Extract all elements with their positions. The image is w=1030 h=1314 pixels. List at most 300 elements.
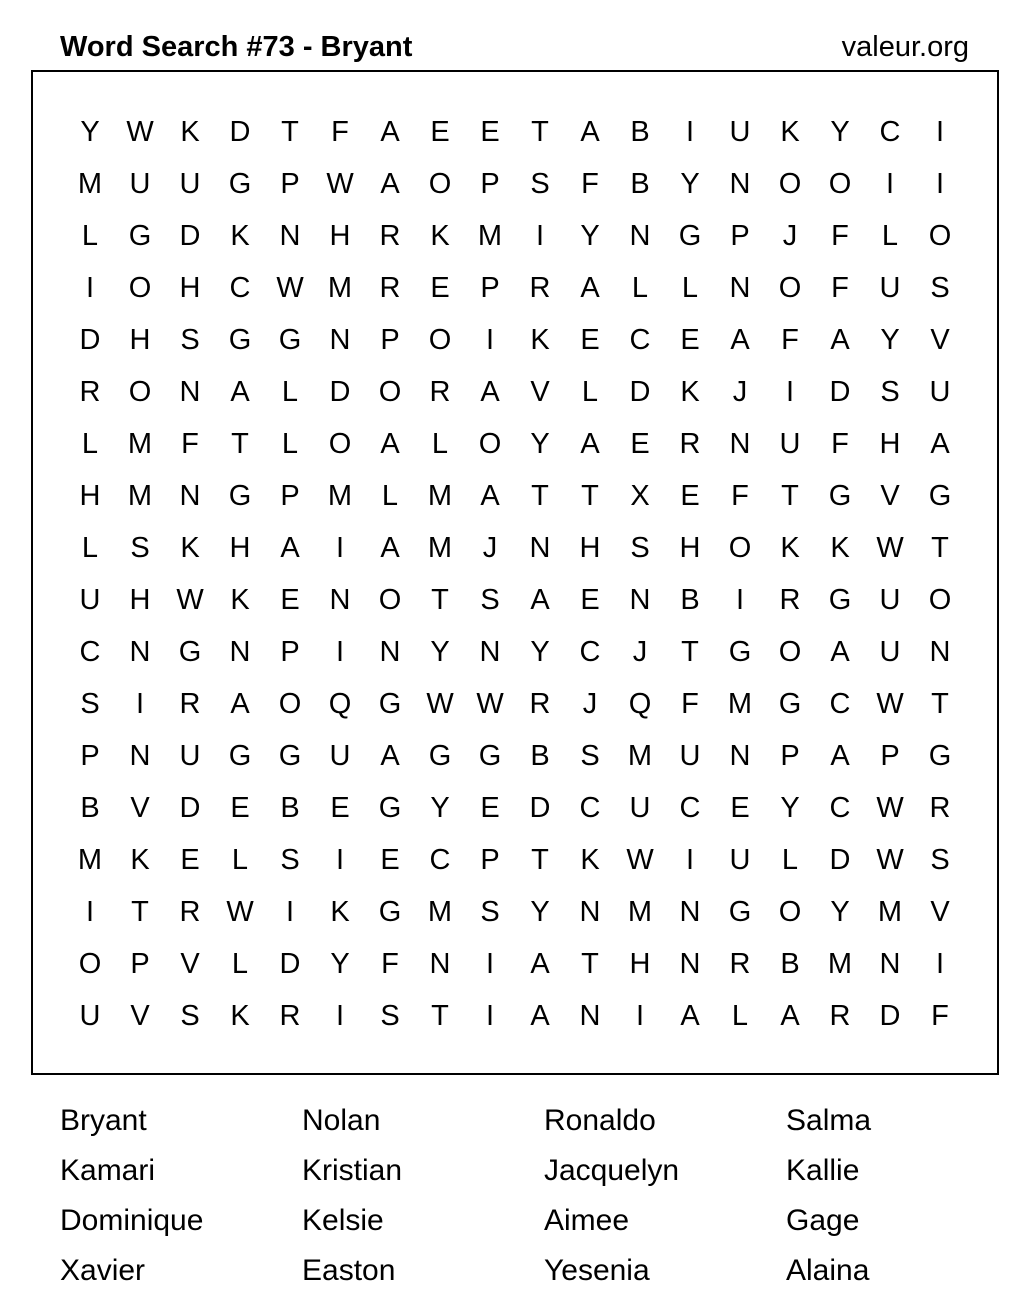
grid-letter[interactable]: L bbox=[431, 428, 449, 460]
grid-letter[interactable]: H bbox=[229, 532, 251, 564]
grid-letter[interactable]: Y bbox=[430, 792, 450, 824]
grid-letter[interactable]: N bbox=[279, 220, 301, 252]
grid-letter[interactable]: F bbox=[931, 1000, 949, 1032]
grid-letter[interactable]: U bbox=[729, 116, 751, 148]
grid-letter[interactable]: O bbox=[778, 896, 802, 928]
grid-letter[interactable]: Y bbox=[530, 636, 550, 668]
grid-letter[interactable]: G bbox=[228, 740, 252, 772]
grid-letter[interactable]: W bbox=[426, 688, 454, 720]
grid-letter[interactable]: G bbox=[728, 636, 752, 668]
grid-letter[interactable]: E bbox=[580, 324, 600, 356]
grid-letter[interactable]: N bbox=[129, 636, 151, 668]
grid-letter[interactable]: O bbox=[278, 688, 302, 720]
grid-letter[interactable]: C bbox=[829, 792, 851, 824]
grid-letter[interactable]: I bbox=[85, 896, 95, 928]
grid-letter[interactable]: U bbox=[929, 376, 951, 408]
grid-letter[interactable]: S bbox=[930, 272, 950, 304]
grid-letter[interactable]: W bbox=[326, 168, 354, 200]
grid-letter[interactable]: U bbox=[79, 1000, 101, 1032]
grid-letter[interactable]: E bbox=[430, 272, 450, 304]
grid-letter[interactable]: Q bbox=[628, 688, 652, 720]
grid-letter[interactable]: U bbox=[779, 428, 801, 460]
grid-letter[interactable]: R bbox=[179, 688, 201, 720]
grid-letter[interactable]: O bbox=[778, 168, 802, 200]
grid-letter[interactable]: S bbox=[180, 324, 200, 356]
grid-letter[interactable]: L bbox=[231, 844, 249, 876]
grid-letter[interactable]: S bbox=[80, 688, 100, 720]
grid-letter[interactable]: L bbox=[81, 428, 99, 460]
grid-letter[interactable]: J bbox=[632, 636, 648, 668]
grid-letter[interactable]: T bbox=[681, 636, 699, 668]
grid-letter[interactable]: T bbox=[531, 844, 549, 876]
grid-letter[interactable]: U bbox=[879, 584, 901, 616]
grid-letter[interactable]: M bbox=[477, 220, 503, 252]
grid-letter[interactable]: A bbox=[580, 116, 600, 148]
grid-letter[interactable]: T bbox=[581, 948, 599, 980]
grid-letter[interactable]: M bbox=[727, 688, 753, 720]
grid-letter[interactable]: B bbox=[280, 792, 300, 824]
grid-letter[interactable]: R bbox=[79, 376, 101, 408]
grid-letter[interactable]: E bbox=[380, 844, 400, 876]
grid-letter[interactable]: S bbox=[580, 740, 600, 772]
grid-letter[interactable]: X bbox=[630, 480, 650, 512]
grid-letter[interactable]: O bbox=[778, 272, 802, 304]
grid-letter[interactable]: G bbox=[678, 220, 702, 252]
grid-letter[interactable]: A bbox=[580, 428, 600, 460]
grid-letter[interactable]: P bbox=[130, 948, 150, 980]
grid-letter[interactable]: V bbox=[930, 896, 950, 928]
grid-letter[interactable]: W bbox=[476, 688, 504, 720]
grid-letter[interactable]: G bbox=[478, 740, 502, 772]
grid-letter[interactable]: N bbox=[629, 220, 651, 252]
grid-letter[interactable]: L bbox=[881, 220, 899, 252]
grid-letter[interactable]: I bbox=[285, 896, 295, 928]
grid-letter[interactable]: R bbox=[179, 896, 201, 928]
grid-letter[interactable]: N bbox=[329, 584, 351, 616]
grid-letter[interactable]: L bbox=[281, 428, 299, 460]
grid-letter[interactable]: A bbox=[480, 480, 500, 512]
grid-letter[interactable]: D bbox=[629, 376, 651, 408]
grid-letter[interactable]: T bbox=[781, 480, 799, 512]
grid-letter[interactable]: U bbox=[879, 272, 901, 304]
grid-letter[interactable]: B bbox=[630, 168, 650, 200]
grid-letter[interactable]: I bbox=[635, 1000, 645, 1032]
grid-letter[interactable]: K bbox=[180, 116, 200, 148]
grid-letter[interactable]: W bbox=[226, 896, 254, 928]
grid-letter[interactable]: E bbox=[430, 116, 450, 148]
grid-letter[interactable]: O bbox=[378, 584, 402, 616]
grid-letter[interactable]: O bbox=[128, 376, 152, 408]
grid-letter[interactable]: I bbox=[685, 844, 695, 876]
grid-letter[interactable]: W bbox=[876, 532, 904, 564]
grid-letter[interactable]: P bbox=[880, 740, 900, 772]
grid-letter[interactable]: W bbox=[276, 272, 304, 304]
grid-letter[interactable]: D bbox=[829, 376, 851, 408]
grid-letter[interactable]: H bbox=[129, 584, 151, 616]
grid-letter[interactable]: N bbox=[629, 584, 651, 616]
grid-letter[interactable]: O bbox=[828, 168, 852, 200]
grid-letter[interactable]: R bbox=[529, 688, 551, 720]
grid-letter[interactable]: E bbox=[280, 584, 300, 616]
grid-letter[interactable]: V bbox=[880, 480, 900, 512]
grid-letter[interactable]: A bbox=[680, 1000, 700, 1032]
grid-letter[interactable]: N bbox=[579, 896, 601, 928]
grid-letter[interactable]: A bbox=[380, 116, 400, 148]
grid-letter[interactable]: R bbox=[379, 272, 401, 304]
grid-letter[interactable]: S bbox=[180, 1000, 200, 1032]
grid-letter[interactable]: I bbox=[485, 324, 495, 356]
grid-letter[interactable]: Q bbox=[328, 688, 352, 720]
grid-letter[interactable]: L bbox=[381, 480, 399, 512]
grid-letter[interactable]: A bbox=[280, 532, 300, 564]
grid-letter[interactable]: M bbox=[327, 480, 353, 512]
grid-letter[interactable]: R bbox=[729, 948, 751, 980]
grid-letter[interactable]: L bbox=[81, 532, 99, 564]
grid-letter[interactable]: N bbox=[729, 272, 751, 304]
grid-letter[interactable]: S bbox=[930, 844, 950, 876]
grid-letter[interactable]: S bbox=[480, 584, 500, 616]
grid-letter[interactable]: F bbox=[731, 480, 749, 512]
grid-letter[interactable]: N bbox=[329, 324, 351, 356]
grid-letter[interactable]: A bbox=[230, 688, 250, 720]
grid-letter[interactable]: P bbox=[480, 844, 500, 876]
grid-letter[interactable]: B bbox=[530, 740, 550, 772]
grid-letter[interactable]: R bbox=[779, 584, 801, 616]
grid-letter[interactable]: A bbox=[530, 948, 550, 980]
grid-letter[interactable]: W bbox=[626, 844, 654, 876]
grid-letter[interactable]: O bbox=[928, 220, 952, 252]
grid-letter[interactable]: O bbox=[128, 272, 152, 304]
grid-letter[interactable]: L bbox=[281, 376, 299, 408]
grid-letter[interactable]: I bbox=[935, 948, 945, 980]
grid-letter[interactable]: O bbox=[428, 324, 452, 356]
grid-letter[interactable]: I bbox=[485, 1000, 495, 1032]
grid-letter[interactable]: I bbox=[335, 532, 345, 564]
grid-letter[interactable]: M bbox=[327, 272, 353, 304]
grid-letter[interactable]: E bbox=[680, 480, 700, 512]
grid-letter[interactable]: Y bbox=[580, 220, 600, 252]
grid-letter[interactable]: K bbox=[680, 376, 700, 408]
grid-letter[interactable]: D bbox=[529, 792, 551, 824]
grid-letter[interactable]: N bbox=[879, 948, 901, 980]
grid-letter[interactable]: B bbox=[780, 948, 800, 980]
grid-letter[interactable]: I bbox=[335, 1000, 345, 1032]
grid-letter[interactable]: K bbox=[430, 220, 450, 252]
grid-letter[interactable]: G bbox=[728, 896, 752, 928]
grid-letter[interactable]: E bbox=[580, 584, 600, 616]
grid-letter[interactable]: Y bbox=[80, 116, 100, 148]
grid-letter[interactable]: N bbox=[179, 376, 201, 408]
grid-letter[interactable]: L bbox=[81, 220, 99, 252]
grid-letter[interactable]: G bbox=[128, 220, 152, 252]
grid-letter[interactable]: U bbox=[729, 844, 751, 876]
grid-letter[interactable]: D bbox=[279, 948, 301, 980]
grid-letter[interactable]: A bbox=[730, 324, 750, 356]
grid-letter[interactable]: S bbox=[280, 844, 300, 876]
grid-letter[interactable]: K bbox=[780, 116, 800, 148]
grid-letter[interactable]: F bbox=[831, 220, 849, 252]
grid-letter[interactable]: C bbox=[79, 636, 101, 668]
grid-letter[interactable]: K bbox=[830, 532, 850, 564]
grid-letter[interactable]: P bbox=[730, 220, 750, 252]
grid-letter[interactable]: S bbox=[880, 376, 900, 408]
grid-letter[interactable]: P bbox=[280, 168, 300, 200]
grid-letter[interactable]: Y bbox=[530, 428, 550, 460]
grid-letter[interactable]: L bbox=[231, 948, 249, 980]
grid-letter[interactable]: N bbox=[479, 636, 501, 668]
grid-letter[interactable]: R bbox=[929, 792, 951, 824]
grid-letter[interactable]: N bbox=[579, 1000, 601, 1032]
grid-letter[interactable]: K bbox=[230, 1000, 250, 1032]
grid-letter[interactable]: R bbox=[529, 272, 551, 304]
grid-letter[interactable]: G bbox=[378, 896, 402, 928]
grid-letter[interactable]: V bbox=[130, 792, 150, 824]
grid-letter[interactable]: N bbox=[529, 532, 551, 564]
grid-letter[interactable]: M bbox=[77, 168, 103, 200]
grid-letter[interactable]: D bbox=[229, 116, 251, 148]
grid-letter[interactable]: I bbox=[135, 688, 145, 720]
grid-letter[interactable]: H bbox=[679, 532, 701, 564]
grid-letter[interactable]: A bbox=[380, 168, 400, 200]
grid-letter[interactable]: M bbox=[877, 896, 903, 928]
grid-letter[interactable]: E bbox=[680, 324, 700, 356]
grid-letter[interactable]: W bbox=[126, 116, 154, 148]
grid-letter[interactable]: D bbox=[179, 792, 201, 824]
grid-letter[interactable]: S bbox=[380, 1000, 400, 1032]
grid-letter[interactable]: O bbox=[78, 948, 102, 980]
grid-letter[interactable]: F bbox=[681, 688, 699, 720]
grid-letter[interactable]: T bbox=[231, 428, 249, 460]
grid-letter[interactable]: K bbox=[580, 844, 600, 876]
grid-letter[interactable]: T bbox=[431, 584, 449, 616]
grid-letter[interactable]: A bbox=[580, 272, 600, 304]
grid-letter[interactable]: A bbox=[530, 584, 550, 616]
grid-letter[interactable]: G bbox=[228, 324, 252, 356]
grid-letter[interactable]: O bbox=[328, 428, 352, 460]
grid-letter[interactable]: T bbox=[931, 688, 949, 720]
grid-letter[interactable]: L bbox=[731, 1000, 749, 1032]
grid-letter[interactable]: I bbox=[485, 948, 495, 980]
grid-letter[interactable]: F bbox=[181, 428, 199, 460]
grid-letter[interactable]: J bbox=[582, 688, 598, 720]
grid-letter[interactable]: Y bbox=[680, 168, 700, 200]
grid-letter[interactable]: K bbox=[130, 844, 150, 876]
grid-letter[interactable]: E bbox=[180, 844, 200, 876]
grid-letter[interactable]: I bbox=[935, 116, 945, 148]
grid-letter[interactable]: I bbox=[935, 168, 945, 200]
grid-letter[interactable]: U bbox=[179, 740, 201, 772]
grid-letter[interactable]: M bbox=[627, 896, 653, 928]
grid-letter[interactable]: D bbox=[879, 1000, 901, 1032]
grid-letter[interactable]: G bbox=[928, 480, 952, 512]
grid-letter[interactable]: M bbox=[77, 844, 103, 876]
grid-letter[interactable]: G bbox=[928, 740, 952, 772]
grid-letter[interactable]: W bbox=[876, 792, 904, 824]
grid-letter[interactable]: P bbox=[80, 740, 100, 772]
grid-letter[interactable]: G bbox=[378, 688, 402, 720]
grid-letter[interactable]: C bbox=[679, 792, 701, 824]
grid-letter[interactable]: L bbox=[681, 272, 699, 304]
grid-letter[interactable]: E bbox=[630, 428, 650, 460]
grid-letter[interactable]: B bbox=[80, 792, 100, 824]
grid-letter[interactable]: N bbox=[129, 740, 151, 772]
grid-letter[interactable]: W bbox=[876, 688, 904, 720]
grid-letter[interactable]: Y bbox=[830, 896, 850, 928]
grid-letter[interactable]: R bbox=[829, 1000, 851, 1032]
grid-letter[interactable]: U bbox=[329, 740, 351, 772]
grid-letter[interactable]: U bbox=[629, 792, 651, 824]
grid-letter[interactable]: M bbox=[127, 428, 153, 460]
grid-letter[interactable]: E bbox=[230, 792, 250, 824]
grid-letter[interactable]: O bbox=[778, 636, 802, 668]
grid-letter[interactable]: O bbox=[428, 168, 452, 200]
grid-letter[interactable]: G bbox=[228, 168, 252, 200]
grid-letter[interactable]: S bbox=[530, 168, 550, 200]
grid-letter[interactable]: Y bbox=[880, 324, 900, 356]
grid-letter[interactable]: K bbox=[180, 532, 200, 564]
grid-letter[interactable]: A bbox=[380, 428, 400, 460]
grid-letter[interactable]: R bbox=[279, 1000, 301, 1032]
grid-letter[interactable]: R bbox=[679, 428, 701, 460]
grid-letter[interactable]: C bbox=[429, 844, 451, 876]
grid-letter[interactable]: O bbox=[928, 584, 952, 616]
grid-letter[interactable]: F bbox=[581, 168, 599, 200]
grid-letter[interactable]: G bbox=[828, 584, 852, 616]
grid-letter[interactable]: I bbox=[885, 168, 895, 200]
grid-letter[interactable]: U bbox=[79, 584, 101, 616]
grid-letter[interactable]: A bbox=[780, 1000, 800, 1032]
grid-letter[interactable]: G bbox=[228, 480, 252, 512]
grid-letter[interactable]: M bbox=[427, 480, 453, 512]
grid-letter[interactable]: M bbox=[627, 740, 653, 772]
grid-letter[interactable]: Y bbox=[780, 792, 800, 824]
grid-letter[interactable]: N bbox=[729, 168, 751, 200]
grid-letter[interactable]: F bbox=[381, 948, 399, 980]
grid-letter[interactable]: M bbox=[427, 532, 453, 564]
grid-letter[interactable]: G bbox=[428, 740, 452, 772]
grid-letter[interactable]: C bbox=[579, 792, 601, 824]
grid-letter[interactable]: K bbox=[230, 584, 250, 616]
grid-letter[interactable]: L bbox=[581, 376, 599, 408]
grid-letter[interactable]: T bbox=[531, 116, 549, 148]
grid-letter[interactable]: V bbox=[130, 1000, 150, 1032]
grid-letter[interactable]: O bbox=[728, 532, 752, 564]
grid-letter[interactable]: H bbox=[79, 480, 101, 512]
grid-letter[interactable]: F bbox=[331, 116, 349, 148]
grid-letter[interactable]: T bbox=[581, 480, 599, 512]
grid-letter[interactable]: K bbox=[780, 532, 800, 564]
grid-letter[interactable]: K bbox=[530, 324, 550, 356]
grid-letter[interactable]: P bbox=[280, 480, 300, 512]
grid-letter[interactable]: T bbox=[931, 532, 949, 564]
grid-letter[interactable]: N bbox=[179, 480, 201, 512]
grid-letter[interactable]: W bbox=[876, 844, 904, 876]
grid-letter[interactable]: Y bbox=[530, 896, 550, 928]
grid-letter[interactable]: T bbox=[281, 116, 299, 148]
grid-letter[interactable]: O bbox=[378, 376, 402, 408]
grid-letter[interactable]: I bbox=[685, 116, 695, 148]
grid-letter[interactable]: H bbox=[129, 324, 151, 356]
grid-letter[interactable]: J bbox=[782, 220, 798, 252]
grid-letter[interactable]: E bbox=[330, 792, 350, 824]
grid-letter[interactable]: F bbox=[831, 428, 849, 460]
grid-letter[interactable]: E bbox=[480, 792, 500, 824]
grid-letter[interactable]: K bbox=[330, 896, 350, 928]
grid-letter[interactable]: E bbox=[730, 792, 750, 824]
grid-letter[interactable]: W bbox=[176, 584, 204, 616]
grid-letter[interactable]: P bbox=[780, 740, 800, 772]
grid-letter[interactable]: V bbox=[930, 324, 950, 356]
grid-letter[interactable]: A bbox=[830, 324, 850, 356]
grid-letter[interactable]: K bbox=[230, 220, 250, 252]
grid-letter[interactable]: V bbox=[180, 948, 200, 980]
grid-letter[interactable]: D bbox=[829, 844, 851, 876]
grid-letter[interactable]: I bbox=[735, 584, 745, 616]
grid-letter[interactable]: U bbox=[179, 168, 201, 200]
grid-letter[interactable]: N bbox=[379, 636, 401, 668]
grid-letter[interactable]: M bbox=[827, 948, 853, 980]
grid-letter[interactable]: C bbox=[829, 688, 851, 720]
grid-letter[interactable]: I bbox=[335, 636, 345, 668]
grid-letter[interactable]: G bbox=[178, 636, 202, 668]
grid-letter[interactable]: G bbox=[278, 324, 302, 356]
grid-letter[interactable]: H bbox=[879, 428, 901, 460]
grid-letter[interactable]: G bbox=[378, 792, 402, 824]
grid-letter[interactable]: D bbox=[329, 376, 351, 408]
grid-letter[interactable]: S bbox=[130, 532, 150, 564]
grid-letter[interactable]: T bbox=[431, 1000, 449, 1032]
grid-letter[interactable]: V bbox=[530, 376, 550, 408]
grid-letter[interactable]: B bbox=[680, 584, 700, 616]
grid-letter[interactable]: E bbox=[480, 116, 500, 148]
grid-letter[interactable]: F bbox=[781, 324, 799, 356]
grid-letter[interactable]: G bbox=[778, 688, 802, 720]
grid-letter[interactable]: H bbox=[329, 220, 351, 252]
grid-letter[interactable]: R bbox=[429, 376, 451, 408]
grid-letter[interactable]: N bbox=[429, 948, 451, 980]
grid-letter[interactable]: S bbox=[480, 896, 500, 928]
grid-letter[interactable]: T bbox=[131, 896, 149, 928]
grid-letter[interactable]: Y bbox=[430, 636, 450, 668]
grid-letter[interactable]: C bbox=[229, 272, 251, 304]
grid-letter[interactable]: I bbox=[535, 220, 545, 252]
grid-letter[interactable]: A bbox=[380, 740, 400, 772]
grid-letter[interactable]: N bbox=[679, 896, 701, 928]
grid-letter[interactable]: P bbox=[380, 324, 400, 356]
grid-letter[interactable]: H bbox=[629, 948, 651, 980]
grid-letter[interactable]: L bbox=[631, 272, 649, 304]
grid-letter[interactable]: F bbox=[831, 272, 849, 304]
grid-letter[interactable]: C bbox=[629, 324, 651, 356]
grid-letter[interactable]: D bbox=[79, 324, 101, 356]
grid-letter[interactable]: N bbox=[229, 636, 251, 668]
grid-letter[interactable]: L bbox=[781, 844, 799, 876]
grid-letter[interactable]: N bbox=[679, 948, 701, 980]
grid-letter[interactable]: A bbox=[230, 376, 250, 408]
grid-letter[interactable]: U bbox=[679, 740, 701, 772]
grid-letter[interactable]: I bbox=[785, 376, 795, 408]
grid-letter[interactable]: S bbox=[630, 532, 650, 564]
grid-letter[interactable]: N bbox=[929, 636, 951, 668]
grid-letter[interactable]: D bbox=[179, 220, 201, 252]
grid-letter[interactable]: I bbox=[85, 272, 95, 304]
grid-letter[interactable]: N bbox=[729, 428, 751, 460]
grid-letter[interactable]: U bbox=[129, 168, 151, 200]
grid-letter[interactable]: G bbox=[278, 740, 302, 772]
grid-letter[interactable]: H bbox=[179, 272, 201, 304]
grid-letter[interactable]: U bbox=[879, 636, 901, 668]
grid-letter[interactable]: A bbox=[530, 1000, 550, 1032]
